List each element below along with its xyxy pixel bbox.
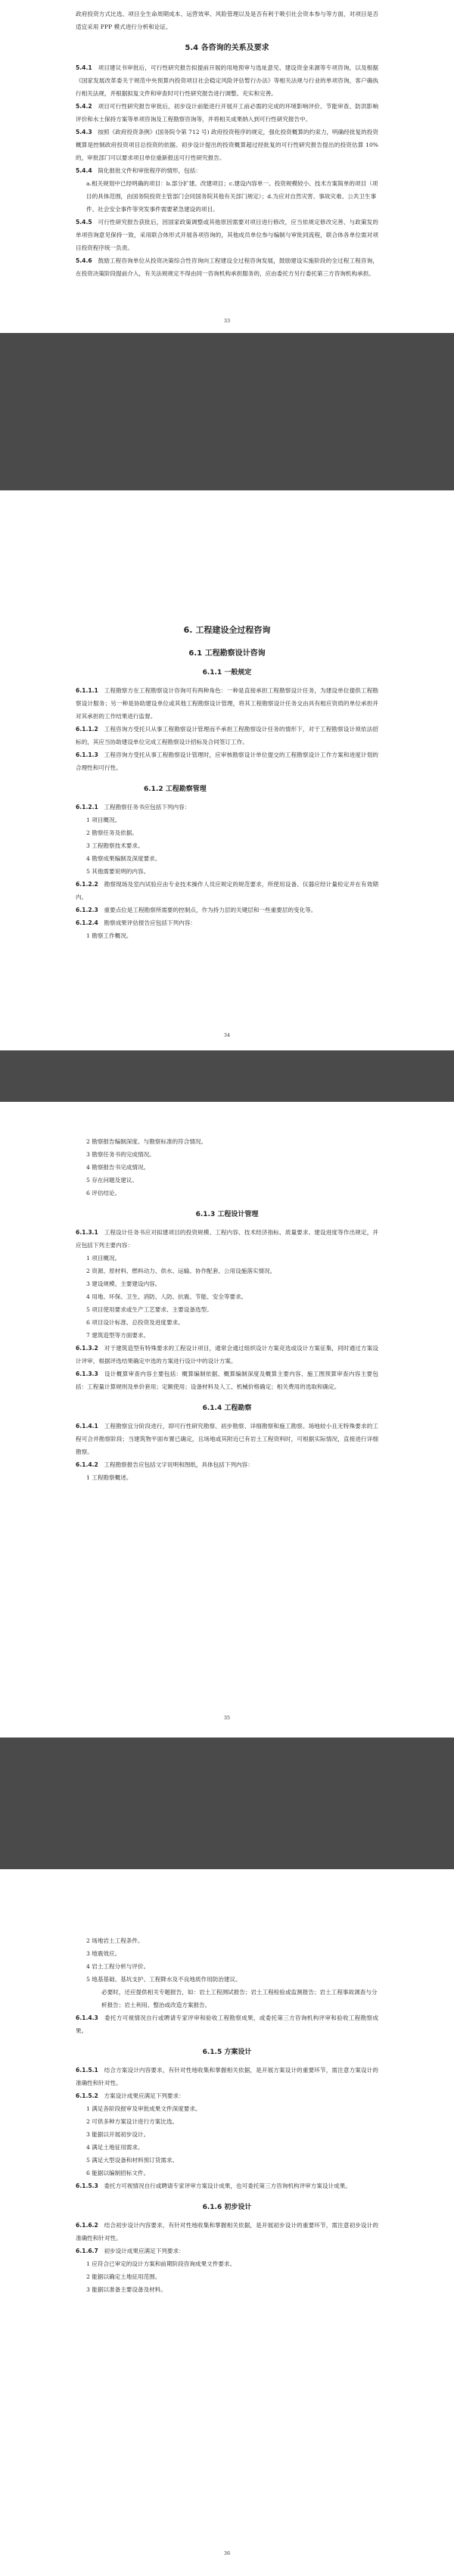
list-item: 3 建设规模、主要建设内容。 [86,1280,161,1287]
clause-text: 简化报批文件和审批程序的情形，包括： [98,167,201,174]
list-item: 4 满足土地征用需求。 [86,2144,144,2151]
list-item: 3 能据以开展初步设计。 [86,2131,150,2138]
clause-text: 委托方可视情况自行或聘请专家评审方案设计成果，也可委托第三方咨询机构评审方案设计成果。 [104,2182,351,2189]
list-item: 3 地震效应。 [86,1950,121,1957]
clause-paragraph [76,878,378,904]
list-item: 1 勘察工作概况。 [86,932,132,939]
clause-number: 6.1.1.1 [76,687,98,694]
list-item: 5 其他需要说明的内容。 [86,868,150,875]
page-body [0,1102,454,1484]
clause-text: 对于建筑造型有特殊要求的工程设计项目，通常会通过组织设计方案竞选或设计方案征集，同时通过方案设计评审，根据评选结果确定中选的方案进行设计中的设计方案。 [76,1345,379,1364]
document-page-4 [0,1869,454,2576]
clause-number: 6.1.3.3 [76,1370,98,1377]
clause-paragraph [76,2064,378,2089]
list-item: 4 勘察成果编制及深度要求。 [86,855,161,862]
subsection-heading: 6.1.2 工程勘察管理 [144,786,207,793]
list-item: 5 满足大型设备和材料预订货需求。 [86,2157,179,2164]
list-item: 1 工程勘察概述。 [86,1474,132,1481]
clause-number: 6.1.4.3 [76,2014,98,2021]
clause-paragraph [76,2179,378,2192]
clause-number: 5.4.2 [76,103,92,110]
list-item: 7 建筑造型等方面要求。 [86,1332,150,1339]
clause-number: 6.1.6.2 [76,2222,98,2229]
subsection-heading: 6.1.1 一般规定 [202,669,252,677]
clause-paragraph [76,216,378,254]
list-item: 2 场地岩土工程条件。 [86,1937,144,1944]
clause-number: 5.4.3 [76,129,92,135]
clause-number: 5.4.4 [76,167,92,174]
clause-text: 结合方案设计内容要求，有针对性地收集和掌握相关依据，是开展方案设计的重要环节，需注意方案设计的准确性和针对性。 [76,2067,379,2086]
clause-text: 勘察成果评估报告应包括下列内容： [104,919,196,926]
clause-text: 可行性研究报告获批后，因国家政策调整或其他原因需要对项目进行修改，应当依规定修改完善、与政策发的单项咨询意见保持一致，采用联合体形式开展各项咨询的，其他成员单位参与编制与审批同流程，联合体各单位需对项目投资程序统一负责。 [76,219,379,251]
page-number: 33 [223,318,231,324]
clause-text: 重要点位是工程勘察所需要的控制点，作为持力层的关键层和一些重要层的变化等。 [104,907,317,913]
list-item: 2 勘察报告编制深度、与勘察标准的符合情况。 [86,1138,207,1145]
clause-paragraph [76,126,378,164]
clause-paragraph [76,748,378,774]
clause-number: 6.1.5.2 [76,2092,98,2099]
clause-paragraph [76,723,378,748]
clause-text: 工程勘察任务书应包括下列内容： [104,804,191,810]
clause-number: 6.1.3.1 [76,1229,98,1236]
subsection-heading: 6.1.4 工程勘察 [202,1405,252,1412]
clause-paragraph [76,916,378,929]
list-item: 6 能据以编制招标文件。 [86,2170,150,2176]
list-item: 5 地基基础、基坑支护、工程降水及不良地质作用防治建议。 [86,1976,241,1983]
clause-text: 项目可行性研究报告审批后，初步设计前能进行开展开工前必需的完成的环境影响评价、节能审查、防洪影响评价和水土保持方案等单项咨询及工程勘察咨询等，并将相关成果纳入到可行性研究报告中。 [76,103,379,123]
clause-number: 6.1.5.3 [76,2182,98,2189]
section-heading: 6.1 工程勘察设计咨询 [188,649,266,658]
clause-number: 5.4.1 [76,64,92,71]
list-item: 1 项目概况。 [86,817,121,823]
clause-paragraph [76,2011,378,2037]
clause-text: 结合初步设计内容要求，有针对性地收集和掌握相关依据，是开展初步设计的重要环节，需注意初步设计的准确性和针对性。 [76,2222,379,2242]
page-body [0,1869,454,2296]
clause-text: 勘察现场及室内试验应由专业技术操作人员应规定的规范要求，所使用设备、仪器应经计量检定并在有效期内。 [76,881,379,901]
list-item: 必要时，还应提供相关专题报告，如：岩土工程测试报告；岩土工程检验或监测报告；岩土工程事故调查与分析报告；岩土利用、整治或改造方案报告。 [101,1989,378,2008]
clause-paragraph [76,1226,378,1252]
clause-paragraph [76,100,378,126]
clause-number: 6.1.2.2 [76,881,98,888]
subsection-heading: 6.1.5 方案设计 [202,2049,252,2056]
list-item: 4 勘察报告书完成情况。 [86,1164,150,1171]
clause-text: 方案设计成果应满足下列要求： [104,2092,185,2099]
clause-number: 6.1.6.7 [76,2248,98,2254]
clause-paragraph [76,61,378,100]
list-item: 5 项目使用要求或生产工艺要求、主要设备选型。 [86,1306,213,1313]
clause-text: 工程勘察方在工程勘察设计咨询可有两种角色：一种是直接承担工程勘察设计任务，为建设单位提供工程勘察设计服务；另一种是协助建设单位或其他工程勘察设计管理，将其工程勘察设计任务交由具有相应资质的单位承担并对其承担的工作结果进行监督。 [76,687,379,720]
page-number: 34 [223,1032,231,1038]
page-body [0,490,454,942]
clause-text: 政府投资方式比选、项目全生命周期成本、运营效率、风险管理以及是否有利于吸引社会资本参与等方面，对项目是否适宜采用 PPP 模式进行分析和论证。 [76,11,378,30]
chapter-heading: 6. 工程建设全过程咨询 [183,625,271,635]
subsection-heading: 6.1.3 工程设计管理 [195,1211,259,1218]
list-item: 6 评估结论。 [86,1190,121,1196]
subsection-heading: 6.1.6 初步设计 [202,2204,252,2211]
clause-number: 6.1.2.3 [76,907,98,913]
clause-paragraph [76,904,378,916]
clause-number: 6.1.1.2 [76,726,98,733]
list-item: 1 应符合已审定的设计方案和前期阶段咨询成果文件要求。 [86,2260,236,2267]
page-number: 36 [223,2550,231,2556]
clause-paragraph [76,2245,378,2257]
clause-number: 6.1.3.2 [76,1345,98,1352]
list-item: 3 工程勘察技术要求。 [86,842,144,849]
list-item: 2 可供多种方案设计进行方案比选。 [86,2118,179,2125]
list-item: 4 用地、环保、卫生、消防、人防、抗震、节能、安全等要求。 [86,1293,247,1300]
list-item: 2 能据以确定土地征用范围。 [86,2273,161,2280]
list-item: 1 满足各阶段报审及审批成果文件深度要求。 [86,2105,201,2112]
clause-paragraph [76,164,378,177]
clause-text: 项目建议书审批后，可行性研究报告拟提前开展的用地预审与选址意见、建设资金来源等专项咨询，以及根据《国家发展改革委关于规范中央预算内投资项目社会稳定风险评估暂行办法》等相关法规与行业的单项咨询，客户确执行相关法规，并根据拟复文件和审查时可行性研究报告进行调整、充实和完善。 [76,64,379,97]
list-item: 6 项目设计标准、总投资及进度要求。 [86,1319,184,1326]
clause-number: 6.1.4.1 [76,1423,98,1430]
document-page-3 [0,1102,454,1738]
clause-number: 6.1.2.1 [76,804,98,810]
clause-number: 5.4.5 [76,219,92,226]
list-item: 3 勘察任务书的完成情况。 [86,1151,155,1158]
list-item: 2 勘察任务及依据。 [86,829,138,836]
clause-number: 6.1.2.4 [76,919,98,926]
clause-text: 工程勘察宜分阶段进行，即可行性研究勘察、初步勘察、详细勘察和施工勘察。场地较小且无特殊要求的工程可合并勘察阶段；当建筑物平面布置已确定，且场地或其附近已有岩土工程资料时，可根据实际情况，直接进行详细勘察。 [76,1423,379,1455]
clause-paragraph [76,1342,378,1367]
clause-paragraph [76,1458,378,1471]
clause-text: 初步设计成果应满足下列要求： [104,2248,185,2254]
list-item: 5 存在问题及建议。 [86,1177,138,1184]
document-page-2 [0,490,454,1050]
clause-paragraph [76,1367,378,1393]
clause-paragraph [76,254,378,280]
clause-paragraph [76,2089,378,2102]
clause-text: 设计概算审查内容主要包括：概算编制依据、概算编制深度及概算主要内容、施工图预算审查内容主要包括：工程量计算规则及单价套用；定额使用；设备材料及人工、机械价格确定；相关费用的选取和确定。 [76,1370,379,1390]
clause-paragraph [76,1420,378,1458]
clause-paragraph [76,8,378,33]
clause-text: 鼓励工程咨询单位从投资决策综合性咨询向工程建设全过程咨询发展，鼓励建设实施阶段的全过程工程咨询，在投资决策阶段提前介入，有关法规规定不得由同一咨询机构承担服务的，应由委托方另行委托第三方咨询机构承担。 [76,257,379,277]
clause-text: 工程咨询方受托只从事工程勘察设计管理而不承担工程勘察设计任务的情形下，对于工程勘察设计须依法招标的，其应当协助建设单位完成工程勘察设计招标及合同签订工作。 [76,726,379,745]
clause-paragraph [76,2219,378,2245]
clause-text: 工程勘察报告应包括文字说明和图纸，具体包括下列内容： [104,1461,253,1468]
clause-number: 6.1.5.1 [76,2067,98,2074]
clause-paragraph [76,684,378,723]
clause-text: 委托方可视情况自行或聘请专家评审和验收工程勘察成果，或委托第三方咨询机构评审和验收工程勘察成果。 [76,2014,379,2034]
page-body [0,0,454,280]
clause-number: 6.1.1.3 [76,751,98,758]
clause-number: 6.1.4.2 [76,1461,98,1468]
clause-text: 工程设计任务书应对拟建项目的投资规模、工程内容、技术经济指标、质量要求、建设进度等作出规定，并应包括下列主要内容： [76,1229,379,1249]
clause-paragraph [76,801,378,814]
list-item: a.相关规划中已经明确的项目：b.部分扩建、改建项目；c.建设内容单一、投资规模较小、技术方案简单的项目（项目的具体范围，由国务院投资主管部门会同国务院其他有关部门规定）；d.为应对自然灾害、事故灾难、公共卫生事件、社会安全事件等突发事件需要紧急建设的项目。 [86,180,378,213]
page-number: 35 [223,1715,231,1721]
list-item: 3 能据以准备主要设备及材料。 [86,2286,166,2293]
section-heading: 5.4 各咨询的关系及要求 [185,44,269,52]
clause-text: 工程咨询方受托从事工程勘察设计管理时，应审核勘察设计单位提交的工程勘察设计工作方案和进度计划的合理性和可行性。 [76,751,379,771]
list-item: 1 项目概况。 [86,1255,121,1262]
clause-text: 按照《政府投资条例》(国务院令第 712 号) 政府投资程序的规定，强化投资概算的约束力，明确经批复的投资概算是控制政府投资项目总投资的依据。初步设计提出的投资概算超过经批复的可行性研究报告提出的投资估算 10%的，审批部门可以要求项目单位重新报送可行性研究报告。 [76,129,379,161]
document-page-1 [0,0,454,333]
list-item: 2 资源、原材料、燃料动力、供水、运输、协作配套、公用设施落实情况。 [86,1268,276,1274]
clause-number: 5.4.6 [76,257,92,264]
list-item: 4 岩土工程分析与评价。 [86,1963,150,1970]
